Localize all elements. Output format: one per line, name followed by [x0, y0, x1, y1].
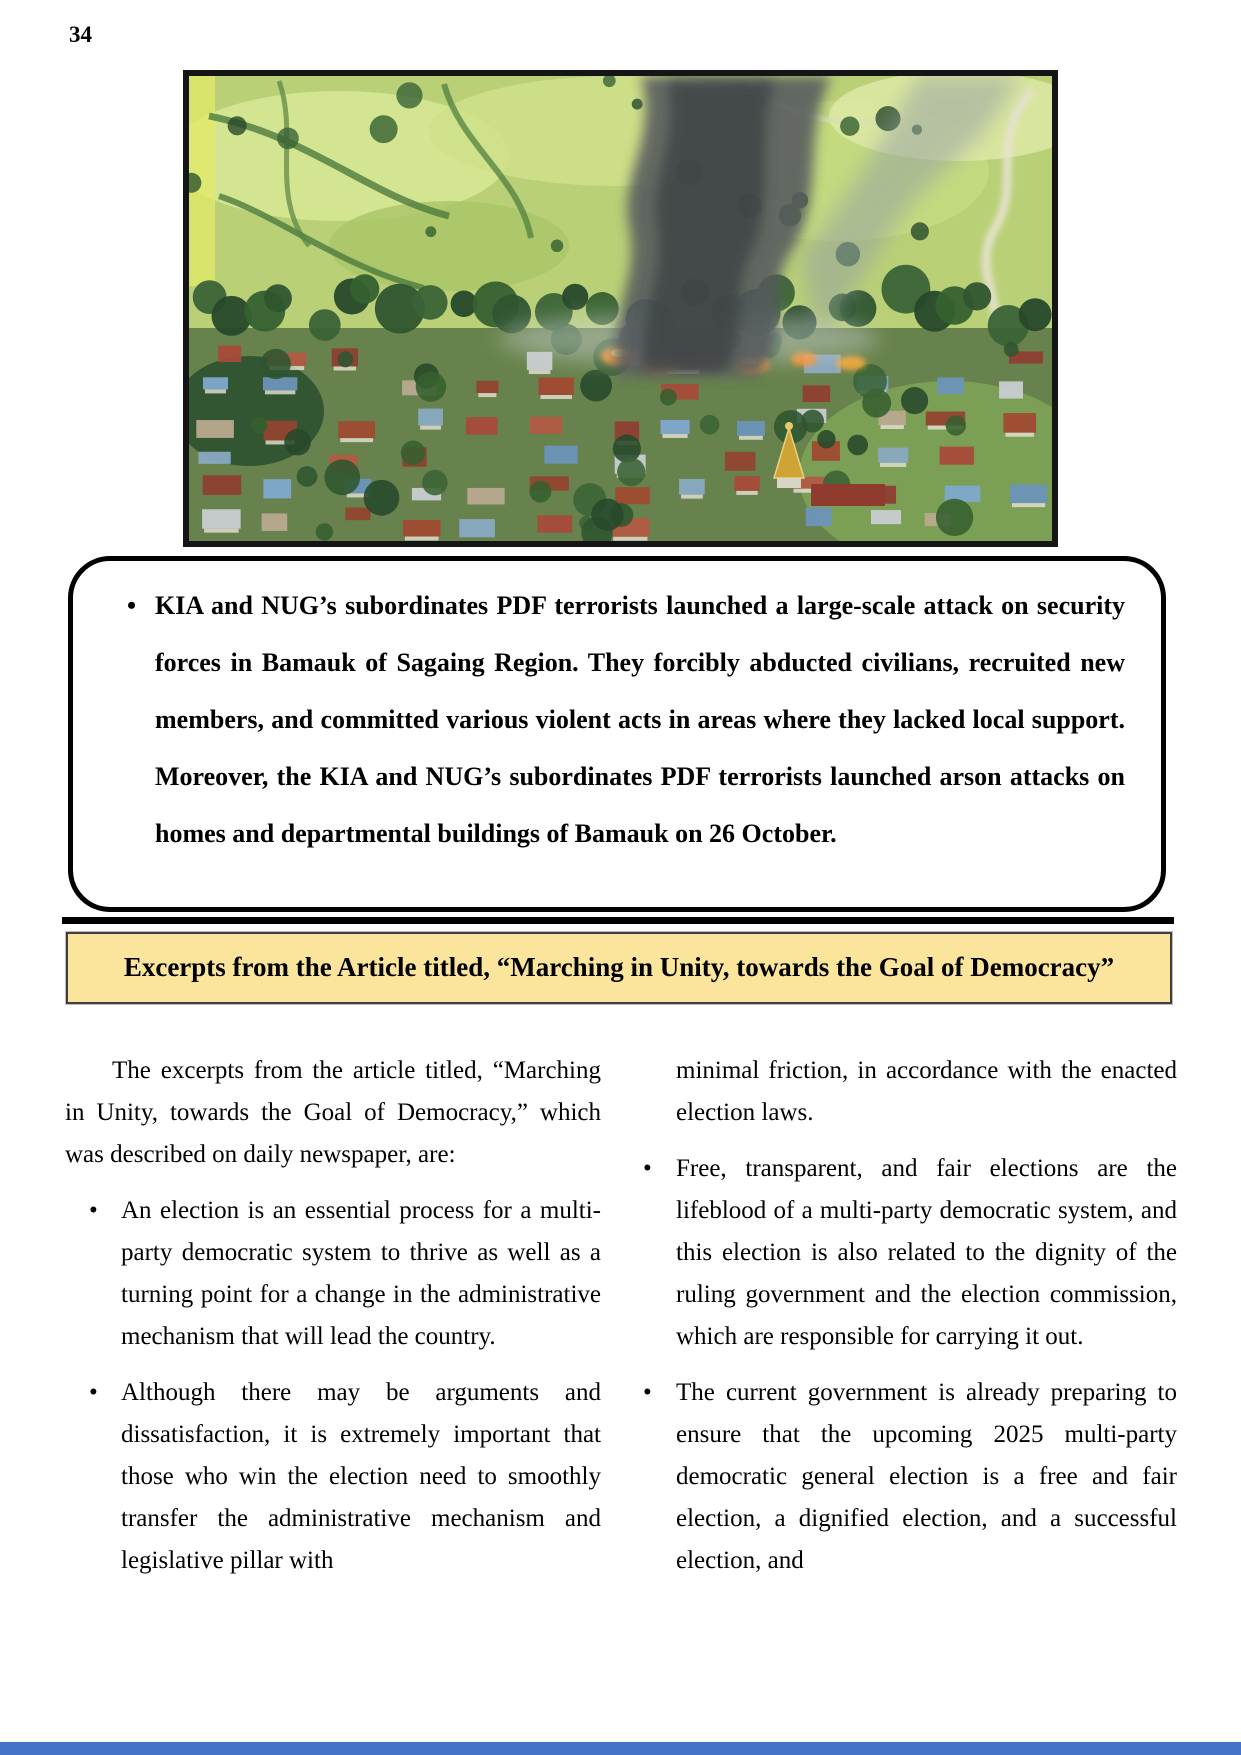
bullet-item [65, 1372, 601, 1582]
incident-summary-box [68, 556, 1166, 912]
bullet-item [641, 1148, 1177, 1358]
incident-summary-text: KIA and NUG’s subordinates PDF terrorists launched a large-scale attack on security forces in Bamauk of Sagaing Region. They forcibly abducted civilians, recruited new members, and committed various violent acts in areas where they lacked local support. Moreover, the KIA and NUG’s subordinates PDF terrorists launched arson attacks on homes and departmental buildings of Bamauk on 26 October. [155, 591, 1125, 848]
article-heading-text: Excerpts from the Article titled, “Marching in Unity, towards the Goal of Democracy” [123, 952, 1115, 982]
bullet-marker: • [127, 591, 137, 620]
bullet-item [641, 1372, 1177, 1582]
bullet-item [65, 1190, 601, 1358]
village-arson-photo [189, 76, 1052, 541]
bullet-marker: • [89, 1379, 98, 1406]
article-heading-box [66, 932, 1172, 1004]
footer-bar [0, 1742, 1241, 1755]
photo-frame [183, 70, 1058, 547]
bullet-marker: • [89, 1197, 98, 1224]
article-columns [65, 1050, 1177, 1582]
section-divider-rule [62, 917, 1174, 924]
bullet-marker: • [643, 1155, 652, 1182]
column-right [641, 1050, 1177, 1582]
column-left [65, 1050, 601, 1582]
page-number: 34 [69, 22, 92, 47]
bullet-text: Free, transparent, and fair elections are the lifeblood of a multi-party democratic system, and this election is also related to the dignity of the ruling government and the election commission, which are responsible for carrying it out. [676, 1155, 1177, 1350]
intro-paragraph: The excerpts from the article titled, “Marching in Unity, towards the Goal of Democracy,” which was described on daily newspaper, are: [65, 1057, 601, 1168]
bullet-text: The current government is already preparing to ensure that the upcoming 2025 multi-party democratic general election is a free and fair election, a dignified election, and a successful election, and [676, 1379, 1177, 1574]
bullet-marker: • [643, 1379, 652, 1406]
continuation-paragraph: minimal friction, in accordance with the enacted election laws. [676, 1057, 1177, 1126]
bullet-text: An election is an essential process for a multi-party democratic system to thrive as well as a turning point for a change in the administrative mechanism that will lead the country. [121, 1197, 601, 1350]
bullet-text: Although there may be arguments and dissatisfaction, it is extremely important that those who win the election need to smoothly transfer the administrative mechanism and legislative pillar with [121, 1379, 601, 1574]
